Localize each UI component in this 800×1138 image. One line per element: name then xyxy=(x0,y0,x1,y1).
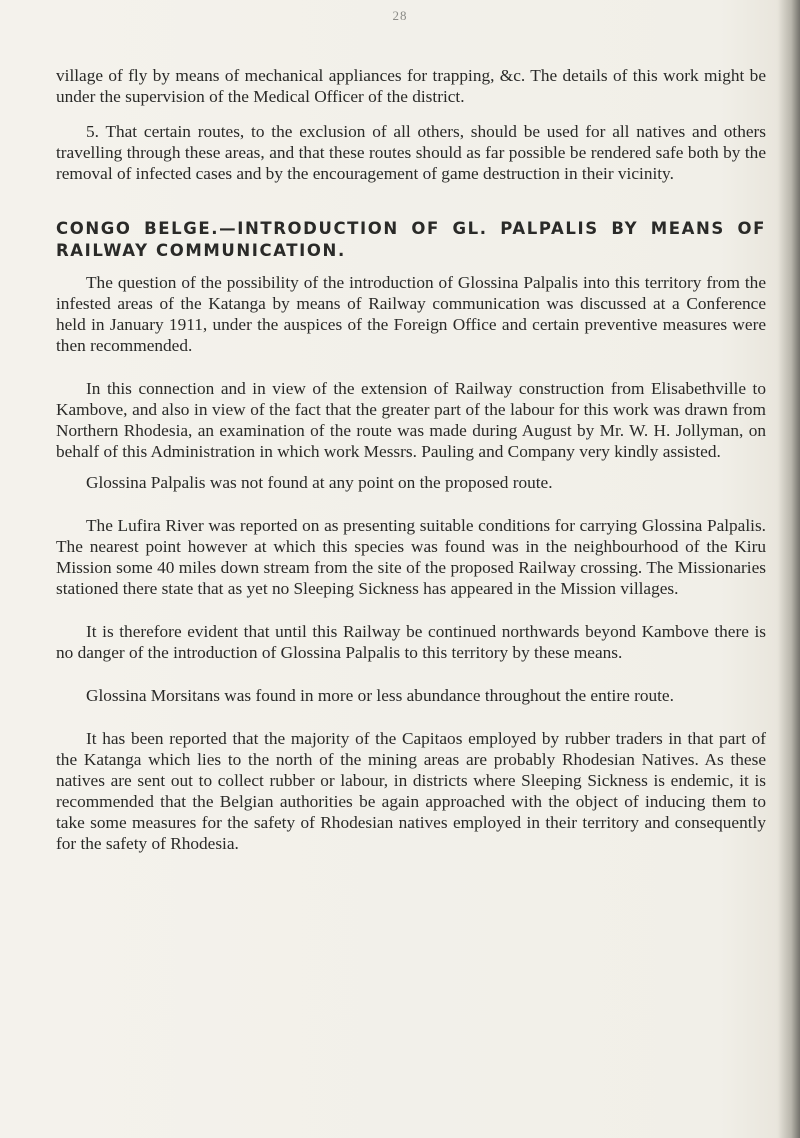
page-number: 28 xyxy=(392,8,408,23)
page-edge-shadow xyxy=(778,0,800,1138)
paragraph-evident: It is therefore evident that until this Railway be continued northwards beyond Kambove there is no danger of the introduction of Glossina Palpalis to this territory by these means. xyxy=(56,622,766,662)
paragraph-question: The question of the possibility of the introduction of Glossina Palpalis into this territory from the infested areas of the Katanga by means of Railway communication was discussed at a Conference held in January 1911, under the auspices of the Foreign Office and certain preventive measures were then recommended. xyxy=(56,273,766,355)
body-text xyxy=(56,65,766,854)
paragraph-not-found: Glossina Palpalis was not found at any point on the proposed route. xyxy=(86,473,553,492)
paragraph-continuation: village of fly by means of mechanical appliances for trapping, &c. The details of this work might be under the supervision of the Medical Officer of the district. xyxy=(56,66,766,106)
paragraph-capitaos: It has been reported that the majority of the Capitaos employed by rubber traders in that part of the Katanga which lies to the north of the mining areas are probably Rhodesian Natives. As these natives are sent out to collect rubber or labour, in districts where Sleeping Sickness is endemic, it is recommended that the Belgian authorities be again approached with the object of inducing them to take some measures for the safety of Rhodesian natives employed in their territory and consequently for the safety of Rhodesia. xyxy=(56,729,766,853)
paragraph-morsitans: Glossina Morsitans was found in more or less abundance throughout the entire route. xyxy=(86,686,674,705)
paragraph-item-5: 5. That certain routes, to the exclusion of all others, should be used for all natives and others travelling through these areas, and that these routes should as far possible be rendered safe both by the removal of infected cases and by the encouragement of game destruction in their vicinity. xyxy=(56,122,766,183)
paragraph-lufira-river: The Lufira River was reported on as presenting suitable conditions for carrying Glossina Palpalis. The nearest point however at which this species was found was in the neighbourhood of the Kiru Mission some 40 miles down stream from the site of the proposed Railway crossing. The Missionaries stationed there state that as yet no Sleeping Sickness has appeared in the Mission villages. xyxy=(56,516,766,598)
paragraph-connection: In this connection and in view of the extension of Railway construction from Elisabethville to Kambove, and also in view of the fact that the greater part of the labour for this work was drawn from Northern Rhodesia, an examination of the route was made during August by Mr. W. H. Jollyman, on behalf of this Administration in which work Messrs. Pauling and Company very kindly assisted. xyxy=(56,379,766,461)
section-heading: CONGO BELGE.—INTRODUCTION OF GL. PALPALIS BY MEANS OF RAILWAY COMMUNICATION. xyxy=(56,219,766,260)
